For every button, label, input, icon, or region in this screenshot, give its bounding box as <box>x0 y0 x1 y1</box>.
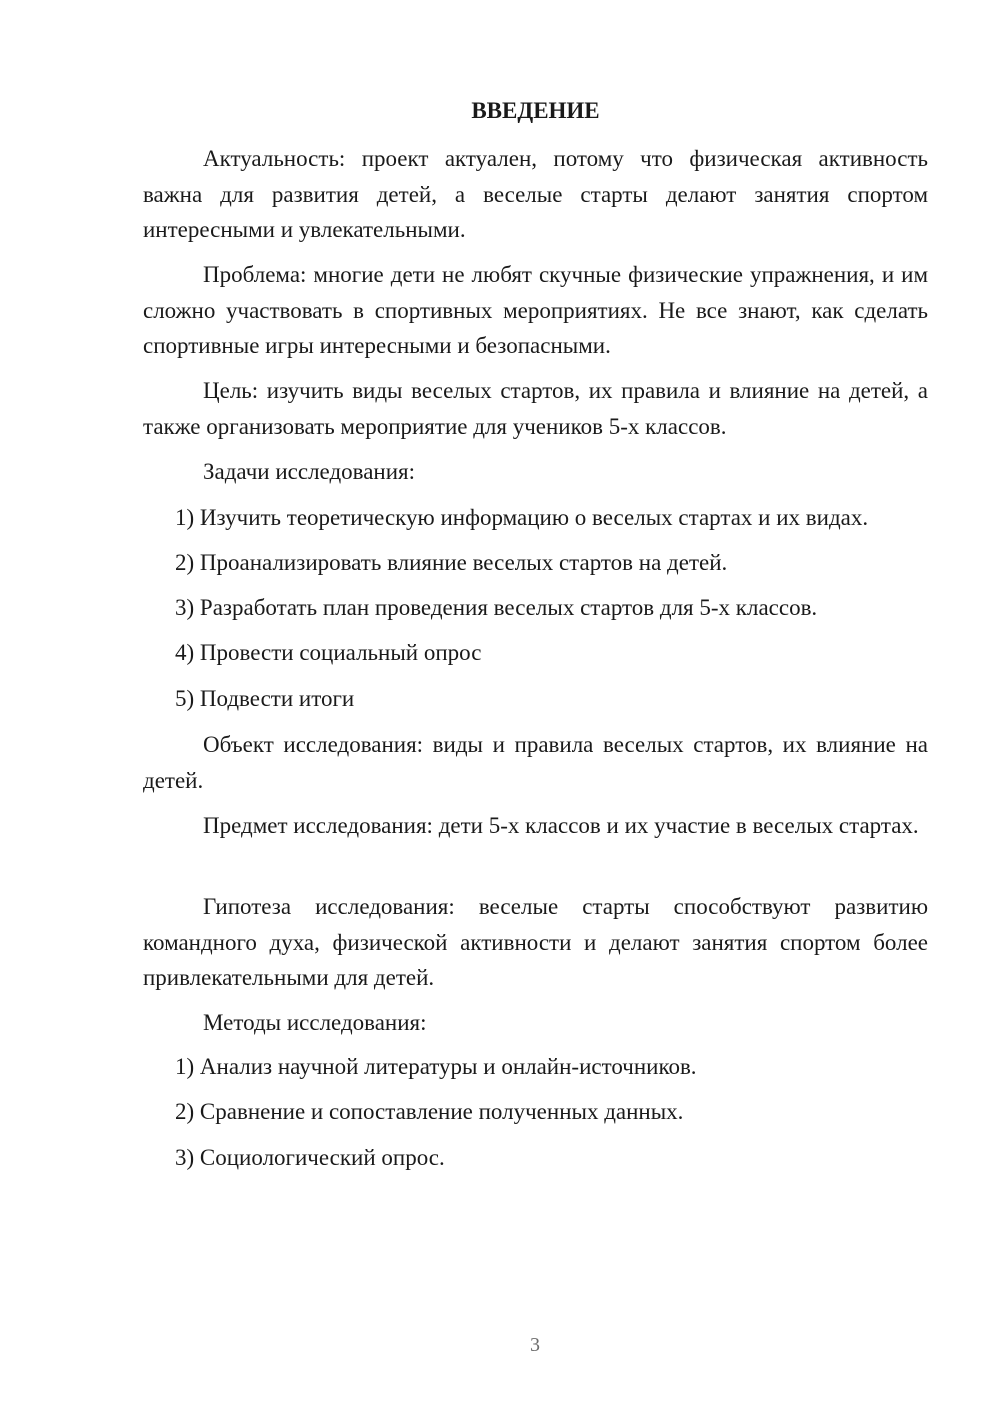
object-paragraph: Объект исследования: виды и правила веселых стартов, их влияние на детей. <box>143 732 928 793</box>
list-item: 1) Анализ научной литературы и онлайн-источников. <box>175 1054 697 1079</box>
list-item: 2) Проанализировать влияние веселых стартов на детей. <box>175 550 728 575</box>
list-item: 1) Изучить теоретическую информацию о веселых стартах и их видах. <box>175 505 869 530</box>
list-item: 4) Провести социальный опрос <box>175 640 482 665</box>
section-title: ВВЕДЕНИЕ <box>471 98 600 123</box>
list-item: 3) Разработать план проведения веселых стартов для 5-х классов. <box>175 595 818 620</box>
list-item: 5) Подвести итоги <box>175 686 355 711</box>
tasks-heading: Задачи исследования: <box>203 459 416 484</box>
subject-paragraph: Предмет исследования: дети 5-х классов и их участие в веселых стартах. <box>203 813 919 838</box>
relevance-paragraph: Актуальность: проект актуален, потому что физическая активность важна для развития детей, а веселые старты делают занятия спортом интересными и увлекательными. <box>143 146 928 242</box>
methods-heading: Методы исследования: <box>203 1010 427 1035</box>
page-number: 3 <box>530 1334 540 1356</box>
problem-paragraph: Проблема: многие дети не любят скучные физические упражнения, и им сложно участвовать в спортивных мероприятиях. Не все знают, как сделать спортивные игры интересными и безопасными. <box>143 262 928 358</box>
list-item: 2) Сравнение и сопоставление полученных данных. <box>175 1099 684 1124</box>
goal-paragraph: Цель: изучить виды веселых стартов, их правила и влияние на детей, а также организовать мероприятие для учеников 5-х классов. <box>143 378 928 439</box>
list-item: 3) Социологический опрос. <box>175 1145 445 1170</box>
hypothesis-paragraph: Гипотеза исследования: веселые старты способствуют развитию командного духа, физической активности и делают занятия спортом более привлекательными для детей. <box>143 894 928 990</box>
